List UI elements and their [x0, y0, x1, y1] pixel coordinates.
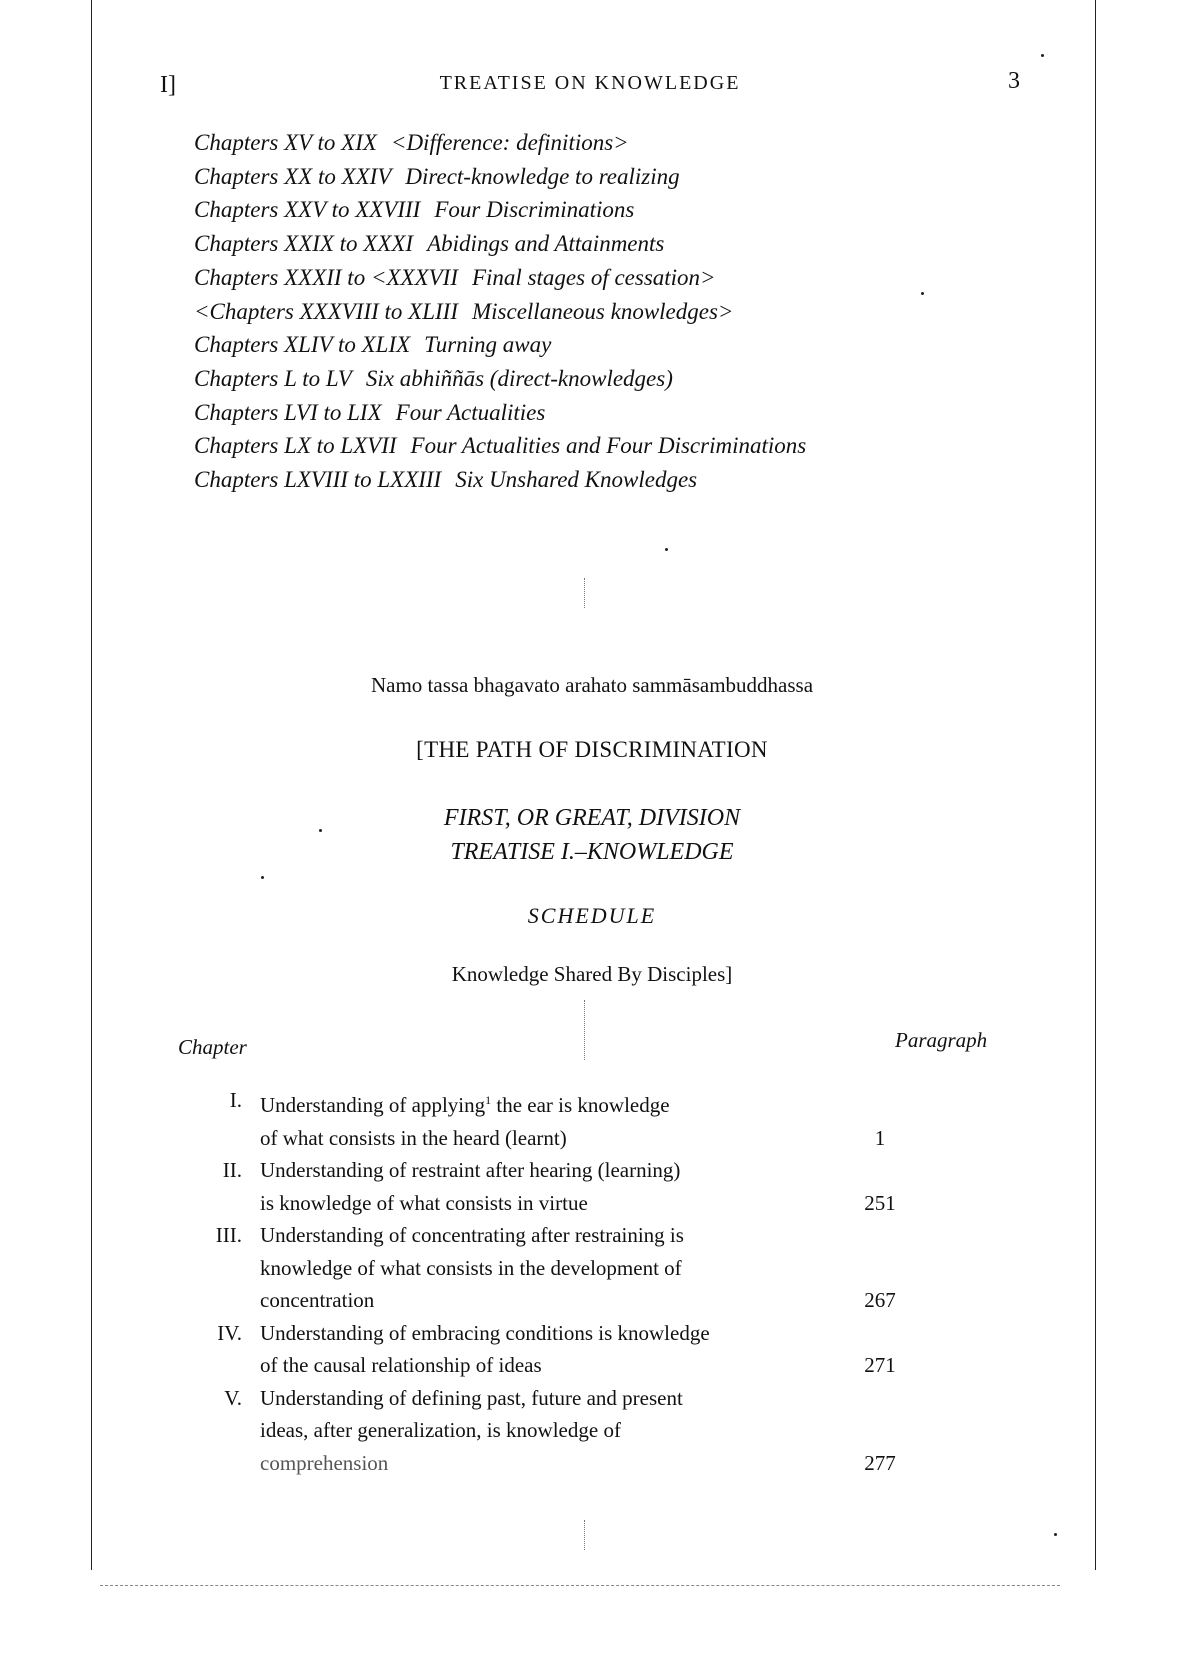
chapter-entry	[180, 1317, 1000, 1382]
chapter-subject: Turning away	[424, 332, 552, 358]
chapter-entry	[180, 1084, 1000, 1154]
contents-line	[194, 193, 806, 227]
chapter-subject: Six Unshared Knowledges	[455, 467, 698, 493]
chapter-range: Chapters XXXII to <XXXVII	[194, 264, 458, 290]
scan-speck	[1054, 1533, 1057, 1536]
line-text: knowledge of what consists in the development of	[260, 1255, 682, 1280]
path-title: [THE PATH OF DISCRIMINATION	[416, 737, 768, 762]
shared-heading: Knowledge Shared By Disciples]	[451, 962, 733, 986]
chapter-entry	[180, 1382, 1000, 1480]
scan-bottom-edge	[100, 1585, 1060, 1586]
division-line-1: FIRST, OR GREAT, DIVISION	[443, 805, 741, 831]
contents-line	[194, 362, 806, 396]
chapter-subject: Four Actualities	[395, 399, 546, 425]
chapter-subject: Direct-knowledge to realizing	[405, 163, 680, 189]
chapter-description-line	[260, 1219, 850, 1252]
chapter-description	[260, 1154, 850, 1219]
chapter-range: Chapters XLIV to XLIX	[194, 332, 411, 358]
running-title: TREATISE ON KNOWLEDGE	[439, 72, 741, 94]
line-text: Understanding of applying	[260, 1093, 486, 1117]
chapter-number: III.	[215, 1223, 242, 1247]
line-text: comprehension	[260, 1450, 389, 1475]
line-text: Understanding of restraint after hearing (learning)	[260, 1158, 681, 1182]
line-text: the ear is knowledge	[491, 1093, 670, 1117]
chapter-range: Chapters LX to LXVII	[194, 433, 397, 459]
contents-line	[194, 328, 806, 362]
chapter-number: I.	[229, 1088, 242, 1112]
line-text: of what consists in the heard (learnt)	[260, 1125, 567, 1150]
chapter-description-line	[260, 1154, 850, 1187]
paragraph-number: 277	[864, 1450, 896, 1475]
column-header-paragraph: Paragraph	[895, 1028, 988, 1052]
chapter-description-line	[260, 1414, 850, 1447]
line-text: concentration	[260, 1288, 375, 1312]
chapter-entry	[180, 1154, 1000, 1219]
chapter-subject: <Difference: definitions>	[390, 130, 629, 155]
chapter-description	[260, 1219, 850, 1317]
chapter-range: Chapters XXIX to XXXI	[194, 231, 414, 257]
chapter-range: Chapters LXVIII to LXXIII	[194, 467, 442, 493]
chapter-description-line	[260, 1084, 850, 1122]
division-heading	[0, 801, 1184, 869]
paragraph-number: 251	[864, 1190, 896, 1215]
chapter-number: II.	[222, 1158, 242, 1182]
scan-speck	[665, 548, 668, 551]
chapter-entry	[180, 1219, 1000, 1317]
scan-page-edge-left	[91, 0, 92, 1570]
chapter-list	[180, 1084, 1000, 1479]
line-text: Understanding of defining past, future and present	[260, 1385, 683, 1410]
contents-line	[194, 126, 806, 160]
chapter-range: Chapters LVI to LIX	[194, 399, 382, 425]
chapter-range: Chapters L to LV	[194, 365, 352, 391]
scan-speck	[921, 292, 924, 295]
scan-speck	[1041, 54, 1044, 57]
scan-dotted-mark	[584, 1520, 585, 1550]
chapter-subject: Final stages of cessation>	[471, 264, 716, 290]
paragraph-number: 1	[874, 1125, 886, 1150]
chapter-subject: Abidings and Attainments	[427, 231, 665, 257]
column-header-chapter: Chapter	[178, 1035, 247, 1059]
chapter-description-line	[260, 1122, 850, 1155]
footnote-marker: 1	[485, 1093, 492, 1107]
chapter-subject: Miscellaneous knowledges>	[472, 298, 734, 324]
chapter-description-line	[260, 1284, 850, 1317]
contents-line	[194, 227, 806, 261]
scan-dotted-mark	[584, 1000, 585, 1060]
schedule-heading: SCHEDULE	[527, 903, 657, 928]
chapter-description-line	[260, 1252, 850, 1285]
chapter-subject: Four Discriminations	[434, 197, 635, 223]
chapter-description-line	[260, 1317, 850, 1350]
chapter-description	[260, 1317, 850, 1382]
chapter-range: Chapters XX to XXIV	[194, 163, 392, 189]
running-head	[160, 68, 1020, 98]
chapter-subject: Four Actualities and Four Discriminations	[410, 433, 807, 459]
paragraph-number: 267	[864, 1288, 896, 1312]
chapter-range: <Chapters XXXVIII to XLIII	[194, 298, 458, 324]
chapter-description-line	[260, 1187, 850, 1220]
contents-list	[194, 126, 806, 497]
division-line-2: TREATISE I.–KNOWLEDGE	[450, 839, 734, 865]
line-text: of the causal relationship of ideas	[260, 1353, 542, 1377]
line-text: Understanding of embracing conditions is knowledge	[260, 1320, 710, 1345]
chapter-range: Chapters XV to XIX	[194, 130, 377, 155]
chapter-number: IV.	[217, 1320, 242, 1345]
scan-speck	[261, 876, 264, 879]
contents-line	[194, 429, 806, 463]
contents-line	[194, 295, 806, 329]
line-text: is knowledge of what consists in virtue	[260, 1190, 588, 1215]
contents-line	[194, 463, 806, 497]
chapter-description	[260, 1084, 850, 1154]
contents-line	[194, 396, 806, 430]
scan-page-edge-right	[1095, 0, 1096, 1570]
contents-line	[194, 160, 806, 194]
chapter-subject: Six abhiññās (direct-knowledges)	[365, 365, 673, 391]
chapter-description-line	[260, 1447, 850, 1480]
page-number: 3	[1008, 68, 1020, 94]
contents-line	[194, 261, 806, 295]
paragraph-number: 271	[864, 1353, 896, 1377]
chapter-description-line	[260, 1382, 850, 1415]
line-text: Understanding of concentrating after restraining is	[260, 1223, 684, 1247]
section-mark: I]	[160, 72, 176, 98]
line-text: ideas, after generalization, is knowledge of	[260, 1418, 621, 1442]
chapter-description-line	[260, 1349, 850, 1382]
chapter-number: V.	[224, 1385, 242, 1410]
chapter-description	[260, 1382, 850, 1480]
chapter-range: Chapters XXV to XXVIII	[194, 197, 421, 223]
scan-dotted-mark	[584, 578, 585, 608]
invocation: Namo tassa bhagavato arahato sammāsambuddhassa	[370, 673, 814, 697]
